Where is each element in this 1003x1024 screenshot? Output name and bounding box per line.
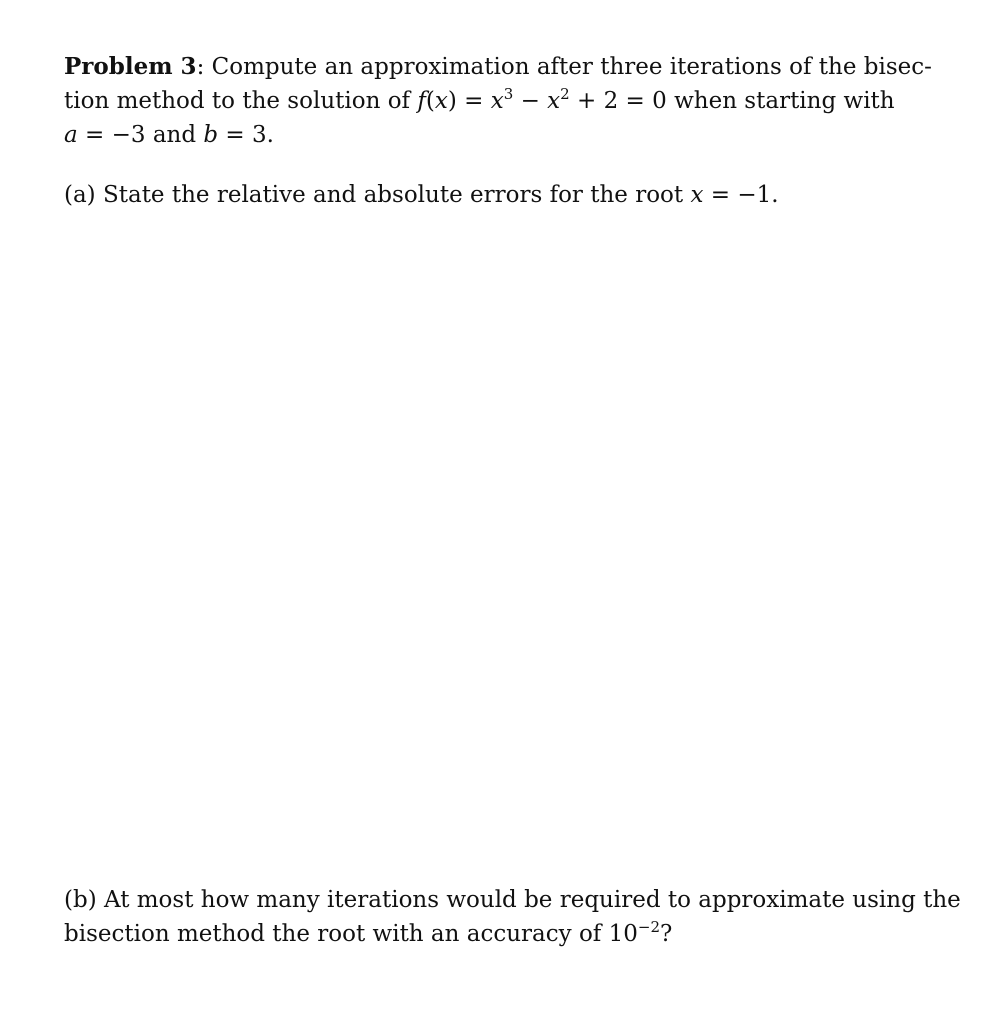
root-value: = −1. <box>703 182 779 208</box>
plus-two-equals-zero: + 2 = 0 <box>569 88 667 114</box>
b-equals-text: = 3. <box>218 122 274 148</box>
b-variable: b <box>203 122 219 148</box>
problem-line-2-prefix: tion method to the solution of <box>64 88 418 114</box>
function-variable: x <box>434 88 448 114</box>
minus-sign: − <box>513 88 548 114</box>
problem-statement <box>64 50 944 152</box>
part-b-line-2-text: bisection method the root with an accuracy of 10 <box>64 921 638 947</box>
problem-line-3 <box>64 118 944 152</box>
root-variable: x <box>690 182 704 208</box>
part-b-label: (b) <box>64 887 97 913</box>
function-close-paren-equals: ) = <box>447 88 491 114</box>
x-square-base: x <box>547 88 561 114</box>
part-b-line-2 <box>64 917 944 951</box>
x-cube-exponent: 3 <box>503 85 514 103</box>
part-b-line-1 <box>64 883 961 917</box>
part-a-label: (a) <box>64 182 96 208</box>
part-b <box>64 883 961 951</box>
problem-line-2 <box>64 84 944 118</box>
problem-line-1-text: Compute an approximation after three iterations of the bisec- <box>204 54 932 80</box>
x-cube-base: x <box>490 88 504 114</box>
problem-label: Problem 3 <box>64 53 197 80</box>
problem-colon: : <box>196 54 205 80</box>
part-a <box>64 178 944 212</box>
function-name: f <box>417 88 426 114</box>
part-b-line-1-text: At most how many iterations would be required to approximate using the <box>96 887 961 913</box>
question-mark: ? <box>660 921 673 947</box>
x-square-exponent: 2 <box>560 85 570 103</box>
part-a-text: State the relative and absolute errors for the root <box>95 182 691 208</box>
function-open-paren: ( <box>425 88 435 114</box>
problem-line-2-suffix: when starting with <box>666 88 895 114</box>
accuracy-exponent: −2 <box>637 918 661 936</box>
a-variable: a <box>64 122 78 148</box>
part-a-line <box>64 178 944 212</box>
a-equals-text: = −3 and <box>77 122 204 148</box>
problem-line-1 <box>64 50 944 84</box>
